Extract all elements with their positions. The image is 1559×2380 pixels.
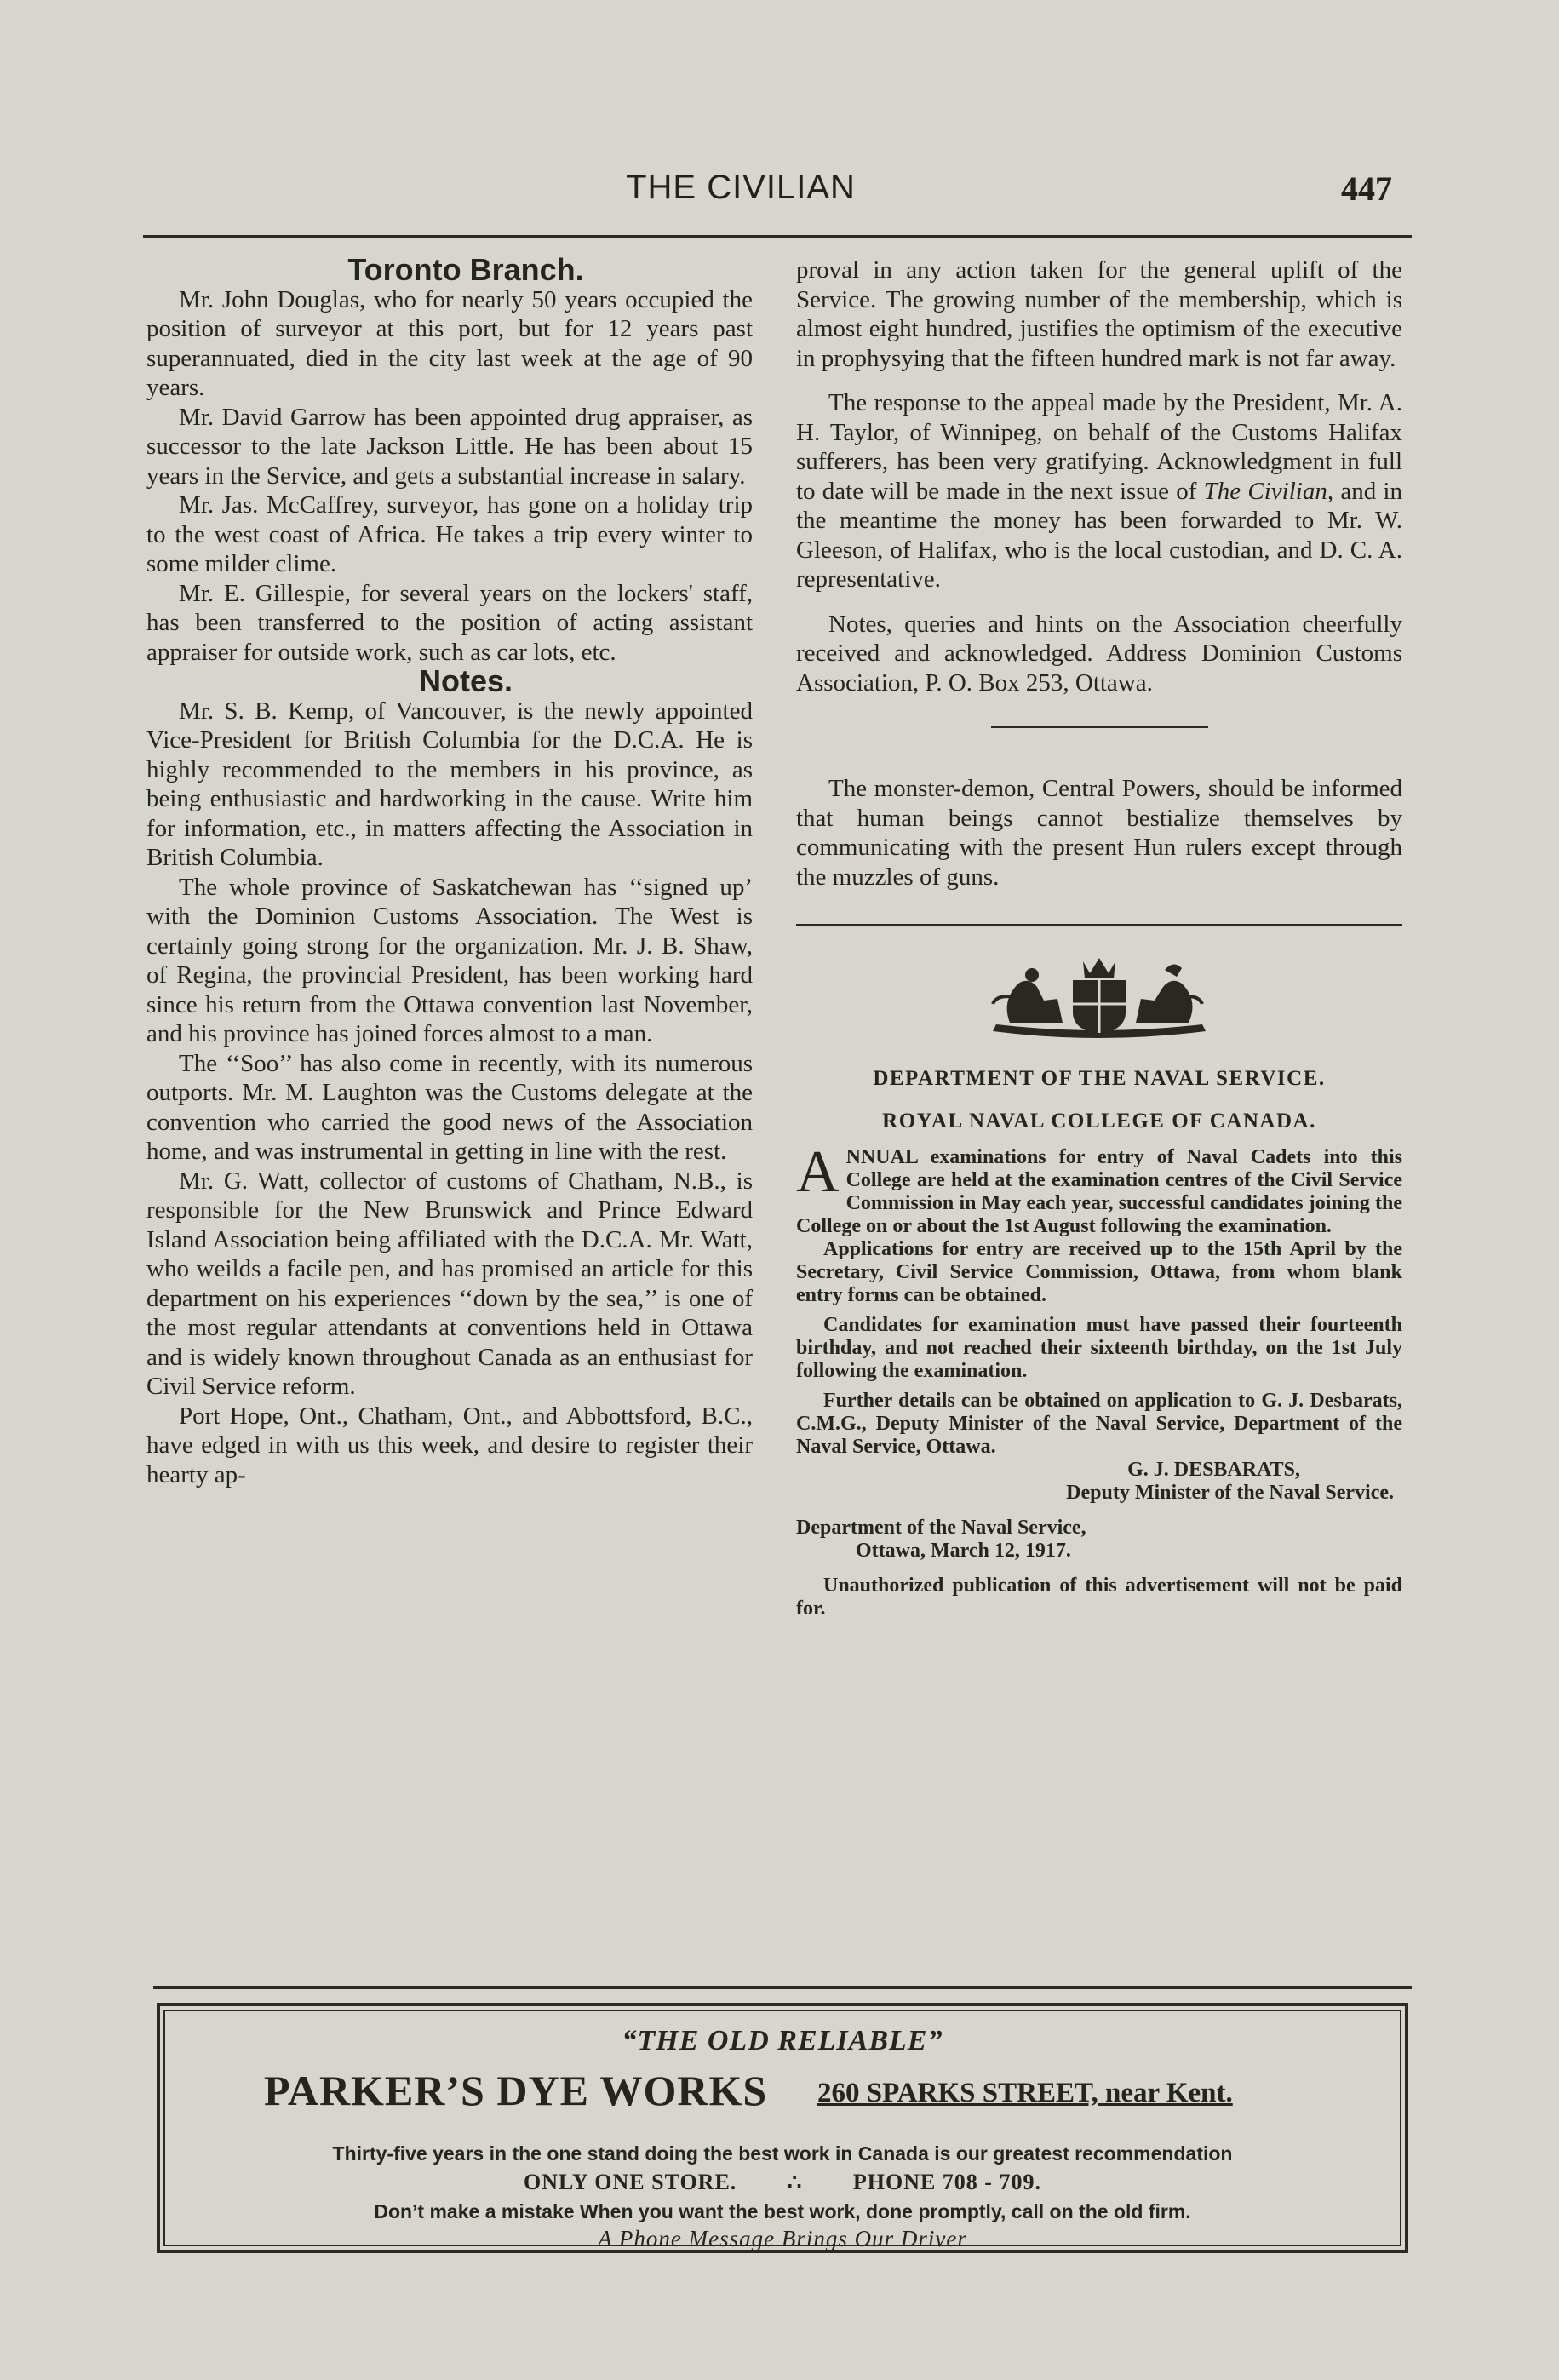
ad-business-name: PARKER’S DYE WORKS xyxy=(264,2067,768,2114)
applications-paragraph: Applications for entry are received up to the 15th April by the Secretary, Civil Service Commission, Ottawa, from whom blank entry forms can be obtained. xyxy=(796,1238,1402,1306)
halifax-text-end: and in the meantime the money has been forwarded to Mr. W. Gleeson, of Halifax, who is the local custodian, and D. C. A. representative. xyxy=(796,477,1402,593)
header-rule xyxy=(143,235,1412,238)
ad-phone-message: A Phone Message Brings Our Driver xyxy=(598,2226,967,2251)
toronto-branch-heading: Toronto Branch. xyxy=(347,252,584,287)
toronto-paragraph: Mr. David Garrow has been appointed drug appraiser, as successor to the late Jackson Little. He has been about 15 years in the Service, and gets a substantial increase in salary. xyxy=(146,403,753,490)
toronto-paragraph: Mr. John Douglas, who for nearly 50 years occupied the position of surveyor at this port, but for 12 years past superannuated, died in the city last week at the age of 90 years. xyxy=(146,285,753,401)
unauthorized-notice: Unauthorized publication of this advertisement will not be paid for. xyxy=(796,1574,1402,1620)
ad-recommendation: Thirty-five years in the one stand doing the best work in Canada is our greatest recommendation xyxy=(332,2142,1233,2165)
further-details-paragraph: Further details can be obtained on application to G. J. Desbarats, C.M.G., Deputy Minister of the Naval Service, Department of the Naval Service, Ottawa. xyxy=(796,1390,1402,1458)
page-number: 447 xyxy=(1341,169,1392,208)
notes-paragraph: The whole province of Saskatchewan has ‘‘signed up’ with the Dominion Customs Association. The West is certainly going strong for the organization. Mr. J. B. Shaw, of Regina, the provincial President, has been working hard since his return from the Ottawa convention last November, and his province has joined forces almost to a man. xyxy=(146,873,753,1047)
notes-heading: Notes. xyxy=(418,663,513,698)
signature-title: Deputy Minister of the Naval Service. xyxy=(1066,1482,1394,1504)
section-divider xyxy=(991,726,1208,728)
ad-only-store: ONLY ONE STORE. xyxy=(524,2170,737,2194)
dated-line: Department of the Naval Service, xyxy=(796,1517,1086,1539)
address-paragraph: Notes, queries and hints on the Association cheerfully received and acknowledged. Address Dominion Customs Association, P. O. Box 253, Ottawa. xyxy=(796,610,1402,697)
notes-paragraph: Mr. S. B. Kemp, of Vancouver, is the newly appointed Vice-President for British Columbia for the D.C.A. He is highly recommended to the members in his province, as being enthusiastic and hardworking in the cause. Write him for information, etc., in matters affecting the Association in British Columbia. xyxy=(146,697,753,871)
annual-exam-paragraph xyxy=(796,1139,1402,1238)
ad-store-phone xyxy=(160,2170,1405,2195)
toronto-paragraph: Mr. E. Gillespie, for several years on the lockers' staff, has been transferred to the position of acting assistant appraiser for outside work, such as car lots, etc. xyxy=(146,579,753,666)
right-column xyxy=(796,255,1402,1620)
ad-slogan: “THE OLD RELIABLE” xyxy=(622,2025,943,2056)
notes-paragraph: Port Hope, Ont., Chatham, Ont., and Abbottsford, B.C., have edged in with us this week, and desire to register their hearty ap- xyxy=(146,1402,753,1488)
dated-line-date: Ottawa, March 12, 1917. xyxy=(856,1540,1071,1562)
department-heading: DEPARTMENT OF THE NAVAL SERVICE. xyxy=(873,1067,1326,1090)
civilian-italic: The Civilian, xyxy=(1203,477,1334,505)
notes-paragraph: The ‘‘Soo’’ has also come in recently, with its numerous outports. Mr. M. Laughton was the Customs delegate at the convention who carried the good news of the Association home, and was instrumental in getting in line with the rest. xyxy=(146,1049,753,1165)
halifax-paragraph xyxy=(796,388,1402,594)
ad-address: 260 SPARKS STREET, near Kent. xyxy=(817,2078,1233,2108)
ad-phone: PHONE 708 - 709. xyxy=(852,2170,1041,2194)
ad-old-firm: Don’t make a mistake When you want the best work, done promptly, call on the old firm. xyxy=(374,2200,1191,2222)
parkers-dye-works-advertisement xyxy=(157,2003,1408,2253)
annual-exam-text: NNUAL examinations for entry of Naval Cadets into this College are held at the examination centres of the Civil Service Commission in May each year, successful candidates joining the College on or about the 1st August following the examination. xyxy=(796,1146,1402,1237)
candidates-paragraph: Candidates for examination must have passed their fourteenth birthday, and not reached their sixteenth birthday, on the 1st July following the examination. xyxy=(796,1314,1402,1382)
journal-title: THE CIVILIAN xyxy=(626,169,856,206)
continued-paragraph: proval in any action taken for the general uplift of the Service. The growing number of the membership, which is almost eight hundred, justifies the optimism of the executive in prophysying that the fifteen hundred mark is not far away. xyxy=(796,256,1402,372)
naval-service-advertisement xyxy=(796,949,1402,1620)
drop-cap: A xyxy=(796,1139,840,1205)
footer-rule xyxy=(153,1986,1412,1989)
notes-paragraph: Mr. G. Watt, collector of customs of Chatham, N.B., is responsible for the New Brunswick and Prince Edward Island Association being affiliated with the D.C.A. Mr. Watt, who weilds a facile pen, and has promised an article for this department on his experiences ‘‘down by the sea,’’ is one of the most regular attendants at conventions held in Ottawa and is widely known throughout Canada as an enthusiast for Civil Service reform. xyxy=(146,1167,753,1400)
halifax-text: The response to the appeal made by the President, Mr. A. H. Taylor, of Winnipeg, on behalf of the Customs Halifax sufferers, has been very gratifying. Acknowledgment in full to date will be made in the next issue of xyxy=(796,389,1402,505)
college-heading: ROYAL NAVAL COLLEGE OF CANADA. xyxy=(882,1110,1316,1133)
ad-divider xyxy=(796,924,1402,926)
left-column xyxy=(146,252,753,1489)
royal-coat-of-arms-icon xyxy=(984,949,1214,1045)
signature-name: G. J. DESBARATS, xyxy=(1127,1459,1300,1481)
toronto-paragraph: Mr. Jas. McCaffrey, surveyor, has gone on a holiday trip to the west coast of Africa. He takes a trip every winter to some milder clime. xyxy=(146,491,753,577)
ad-therefore-symbol: ∴ xyxy=(787,2170,803,2194)
monster-demon-paragraph: The monster-demon, Central Powers, should be informed that human beings cannot bestialize themselves by communicating with the present Hun rulers except through the muzzles of guns. xyxy=(796,775,1402,891)
